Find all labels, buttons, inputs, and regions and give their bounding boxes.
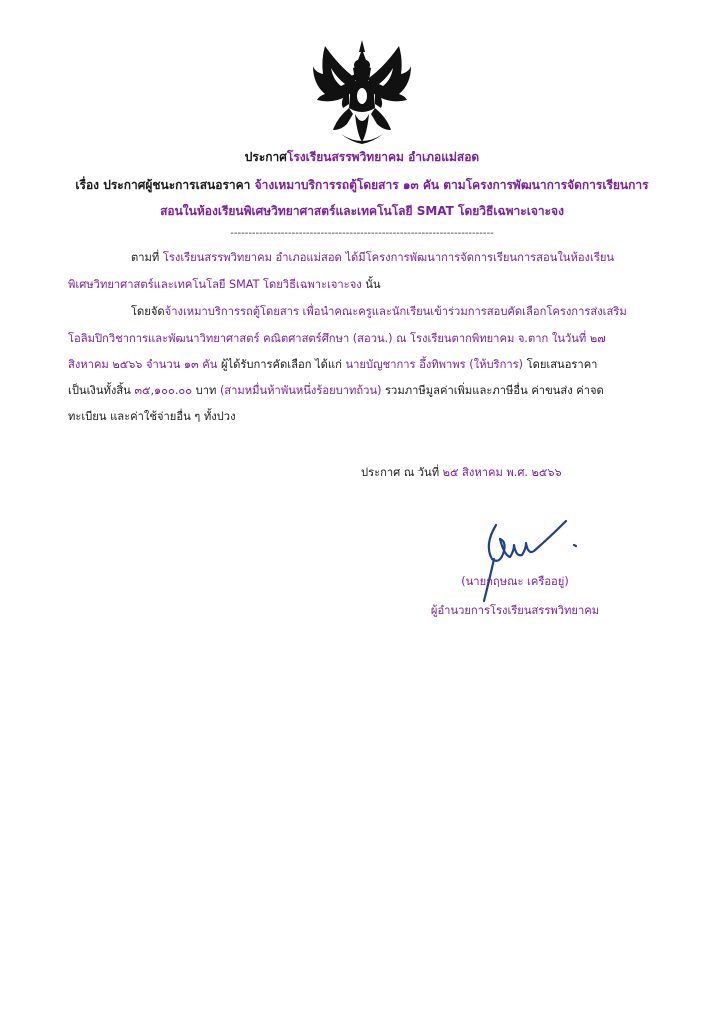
p1-school: โรงเรียนสรรพวิทยาคม อำเภอแม่สอด bbox=[162, 251, 342, 264]
subject-line bbox=[0, 176, 724, 195]
p2-lead: โดยจัด bbox=[131, 305, 165, 318]
p1-line2: พิเศษวิทยาศาสตร์และเทคโนโลยี SMAT โดยวิธีเฉพาะเจาะจง bbox=[68, 278, 362, 291]
paragraph-2-line-5: ทะเบียน และค่าใช้จ่ายอื่น ๆ ทั้งปวง bbox=[68, 410, 236, 423]
p2-line4-b: ๓๕,๑๐๐.๐๐ bbox=[134, 384, 193, 397]
paragraph-2-line-4 bbox=[68, 384, 604, 398]
p1-lead: ตามที่ bbox=[131, 251, 160, 264]
title-prefix: ประกาศ bbox=[244, 150, 287, 164]
p2-line4-d: (สามหมื่นห้าพันหนึ่งร้อยบาทถ้วน) bbox=[219, 384, 382, 397]
divider: ------------------------------------------------------------------------- bbox=[230, 228, 494, 239]
p2-line4-c: บาท bbox=[195, 384, 217, 397]
announce-date-line bbox=[361, 463, 562, 481]
signer-position: ผู้อำนวยการโรงเรียนสรรพวิทยาคม bbox=[430, 604, 600, 617]
subject-label: เรื่อง ประกาศผู้ชนะการเสนอราคา bbox=[75, 178, 251, 192]
p1-end: นั้น bbox=[365, 278, 381, 291]
p1-rest: ได้มีโครงการพัฒนาการจัดการเรียนการสอนในห้องเรียน bbox=[345, 251, 615, 264]
announce-label: ประกาศ ณ วันที่ bbox=[361, 466, 440, 479]
title-school: โรงเรียนสรรพวิทยาคม อำเภอแม่สอด bbox=[286, 150, 480, 164]
signer-name: (นายกฤษณะ เครืออยู่) bbox=[461, 575, 569, 588]
p2-line3-d: โดยเสนอราคา bbox=[526, 358, 598, 371]
announce-date: ๒๕ สิงหาคม พ.ศ. ๒๕๖๖ bbox=[442, 466, 562, 479]
paragraph-2-line-1 bbox=[131, 305, 627, 319]
p2-line3-c: นายบัญชาการ อึ้งทิพาพร (ให้บริการ) bbox=[345, 358, 523, 371]
p2-line3-a: สิงหาคม ๒๕๖๖ จำนวน ๑๓ คัน bbox=[68, 358, 218, 371]
p2-line3-b: ผู้ได้รับการคัดเลือก ได้แก่ bbox=[220, 358, 342, 371]
p2-line1: จ้างเหมาบริการรถตู้โดยสาร เพื่อนำคณะครูและนักเรียนเข้าร่วมการสอบคัดเลือกโครงการส่งเสริม bbox=[164, 305, 627, 318]
paragraph-1-line-2 bbox=[68, 278, 381, 292]
paragraph-2-line-2: โอลิมปิกวิชาการและพัฒนาวิทยาศาสตร์ คณิตศาสตร์ศึกษา (สอวน.) ณ โรงเรียนตากพิทยาคม จ.ตาก ในวันที่ ๒๗ bbox=[68, 332, 606, 345]
p2-line4-a: เป็นเงินทั้งสิ้น bbox=[68, 384, 131, 397]
signature-icon bbox=[470, 515, 580, 605]
subject-line-2: สอนในห้องเรียนพิเศษวิทยาศาสตร์และเทคโนโลยี SMAT โดยวิธีเฉพาะเจาะจง bbox=[160, 204, 564, 218]
paragraph-2-line-3 bbox=[68, 358, 597, 372]
garuda-emblem-icon bbox=[311, 38, 413, 148]
announcement-title bbox=[0, 148, 724, 167]
p2-line4-e: รวมภาษีมูลค่าเพิ่มและภาษีอื่น ค่าขนส่ง ค่าจด bbox=[385, 384, 604, 397]
subject-main: จ้างเหมาบริการรถตู้โดยสาร ๑๓ คัน ตามโครงการพัฒนาการจัดการเรียนการ bbox=[254, 178, 649, 192]
paragraph-1-line-1 bbox=[131, 251, 614, 265]
